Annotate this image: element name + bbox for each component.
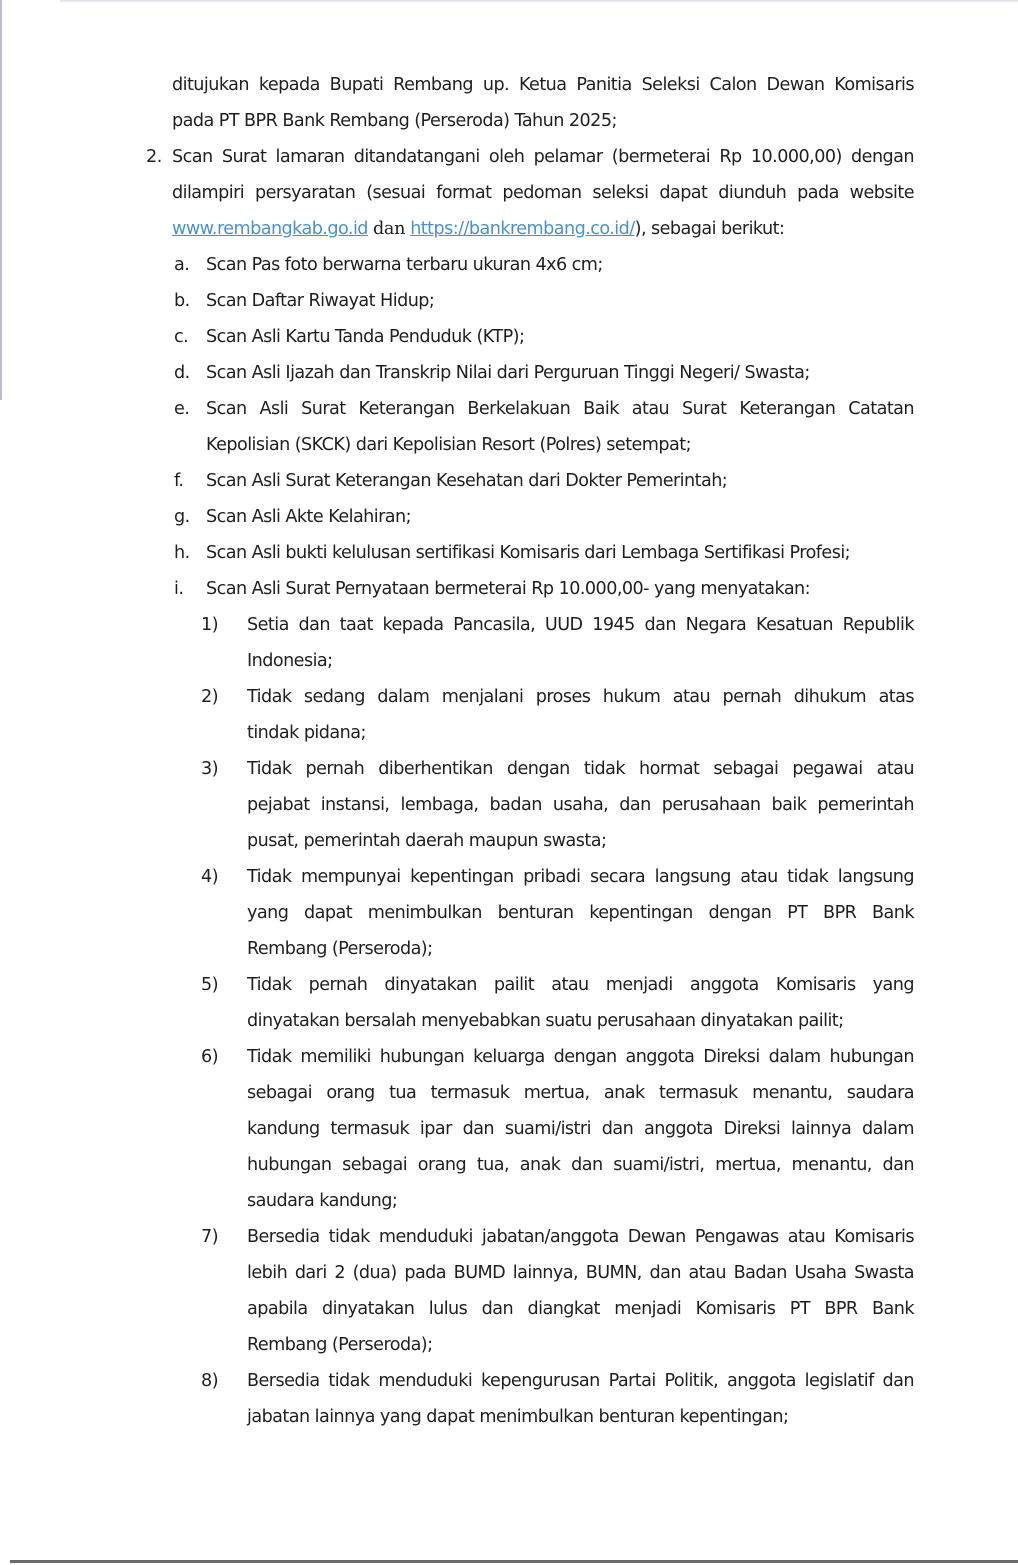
- sub-item-line: Scan Asli Kartu Tanda Penduduk (KTP);: [206, 327, 525, 347]
- sub-item-marker: f.: [174, 471, 184, 491]
- item2-line: Scan Surat lamaran ditandatangani oleh pelamar (bermeterai Rp 10.000,00) dengan: [172, 147, 914, 167]
- statement-line: yang dapat menimbulkan benturan kepentingan dengan PT BPR Bank: [247, 903, 914, 923]
- sub-item-line: Scan Pas foto berwarna terbaru ukuran 4x6 cm;: [206, 255, 603, 275]
- sub-item-line: Scan Asli Surat Pernyataan bermeterai Rp 10.000,00- yang menyatakan:: [206, 579, 811, 599]
- statement-line: sebagai orang tua termasuk mertua, anak termasuk menantu, saudara: [247, 1083, 914, 1103]
- sub-item-line: Kepolisian (SKCK) dari Kepolisian Resort (Polres) setempat;: [206, 435, 691, 455]
- statement-line: kandung termasuk ipar dan suami/istri dan anggota Direksi lainnya dalam: [247, 1119, 914, 1139]
- sub-item-marker: c.: [174, 327, 189, 347]
- item2-line: dilampiri persyaratan (sesuai format pedoman seleksi dapat diunduh pada website: [172, 183, 914, 203]
- sub-item-line: Scan Asli bukti kelulusan sertifikasi Komisaris dari Lembaga Sertifikasi Profesi;: [206, 543, 851, 563]
- intro-line: pada PT BPR Bank Rembang (Perseroda) Tahun 2025;: [172, 111, 617, 131]
- sub-item-marker: d.: [174, 363, 190, 383]
- sub-item-line: Scan Daftar Riwayat Hidup;: [206, 291, 435, 311]
- statement-marker: 8): [201, 1371, 219, 1391]
- statement-line: Tidak pernah dinyatakan pailit atau menjadi anggota Komisaris yang: [247, 975, 914, 995]
- statement-line: Rembang (Perseroda);: [247, 1335, 433, 1355]
- statement-line: pejabat instansi, lembaga, badan usaha, dan perusahaan baik pemerintah: [247, 795, 914, 815]
- connector-text: dan: [372, 219, 406, 239]
- item2-line-links: [172, 218, 914, 240]
- statement-line: pusat, pemerintah daerah maupun swasta;: [247, 831, 607, 851]
- statement-line: Rembang (Perseroda);: [247, 939, 433, 959]
- sub-item-line: Scan Asli Surat Keterangan Berkelakuan Baik atau Surat Keterangan Catatan: [206, 399, 914, 419]
- sub-item-marker: h.: [174, 543, 190, 563]
- sub-item-line: Scan Asli Surat Keterangan Kesehatan dari Dokter Pemerintah;: [206, 471, 728, 491]
- statement-marker: 3): [201, 759, 219, 779]
- scan-edge-left: [0, 0, 2, 400]
- rembangkab-link[interactable]: www.rembangkab.go.id: [172, 219, 368, 239]
- intro-line: ditujukan kepada Bupati Rembang up. Ketua Panitia Seleksi Calon Dewan Komisaris: [172, 75, 914, 95]
- item2-tail: ), sebagai berikut:: [634, 219, 785, 239]
- statement-line: Setia dan taat kepada Pancasila, UUD 1945 dan Negara Kesatuan Republik: [247, 615, 914, 635]
- sub-item-line: Scan Asli Akte Kelahiran;: [206, 507, 412, 527]
- statement-line: Indonesia;: [247, 651, 333, 671]
- statement-marker: 4): [201, 867, 219, 887]
- bankrembang-link[interactable]: https://bankrembang.co.id/: [410, 219, 635, 239]
- statement-marker: 5): [201, 975, 219, 995]
- sub-item-line: Scan Asli Ijazah dan Transkrip Nilai dari Perguruan Tinggi Negeri/ Swasta;: [206, 363, 810, 383]
- statement-line: hubungan sebagai orang tua, anak dan suami/istri, mertua, menantu, dan: [247, 1155, 914, 1175]
- statement-line: Bersedia tidak menduduki jabatan/anggota Dewan Pengawas atau Komisaris: [247, 1227, 914, 1247]
- statement-marker: 7): [201, 1227, 219, 1247]
- statement-marker: 2): [201, 687, 219, 707]
- sub-item-marker: a.: [174, 255, 190, 275]
- statement-line: apabila dinyatakan lulus dan diangkat menjadi Komisaris PT BPR Bank: [247, 1299, 914, 1319]
- statement-marker: 6): [201, 1047, 219, 1067]
- list-marker-2: 2.: [146, 147, 162, 167]
- statement-line: saudara kandung;: [247, 1191, 398, 1211]
- statement-line: tindak pidana;: [247, 723, 366, 743]
- statement-line: Tidak memiliki hubungan keluarga dengan anggota Direksi dalam hubungan: [247, 1047, 914, 1067]
- scan-edge-bottom: [10, 1560, 1018, 1563]
- statement-line: dinyatakan bersalah menyebabkan suatu perusahaan dinyatakan pailit;: [247, 1011, 844, 1031]
- sub-item-marker: e.: [174, 399, 190, 419]
- statement-marker: 1): [201, 615, 219, 635]
- statement-line: Bersedia tidak menduduki kepengurusan Partai Politik, anggota legislatif dan: [247, 1371, 914, 1391]
- statement-line: jabatan lainnya yang dapat menimbulkan benturan kepentingan;: [247, 1407, 789, 1427]
- statement-line: Tidak sedang dalam menjalani proses hukum atau pernah dihukum atas: [247, 687, 914, 707]
- sub-item-marker: i.: [174, 579, 184, 599]
- statement-line: Tidak mempunyai kepentingan pribadi secara langsung atau tidak langsung: [247, 867, 914, 887]
- statement-line: lebih dari 2 (dua) pada BUMD lainnya, BUMN, dan atau Badan Usaha Swasta: [247, 1263, 914, 1283]
- sub-item-marker: g.: [174, 507, 190, 527]
- sub-item-marker: b.: [174, 291, 190, 311]
- scan-edge-top: [60, 0, 1018, 3]
- statement-line: Tidak pernah diberhentikan dengan tidak hormat sebagai pegawai atau: [247, 759, 914, 779]
